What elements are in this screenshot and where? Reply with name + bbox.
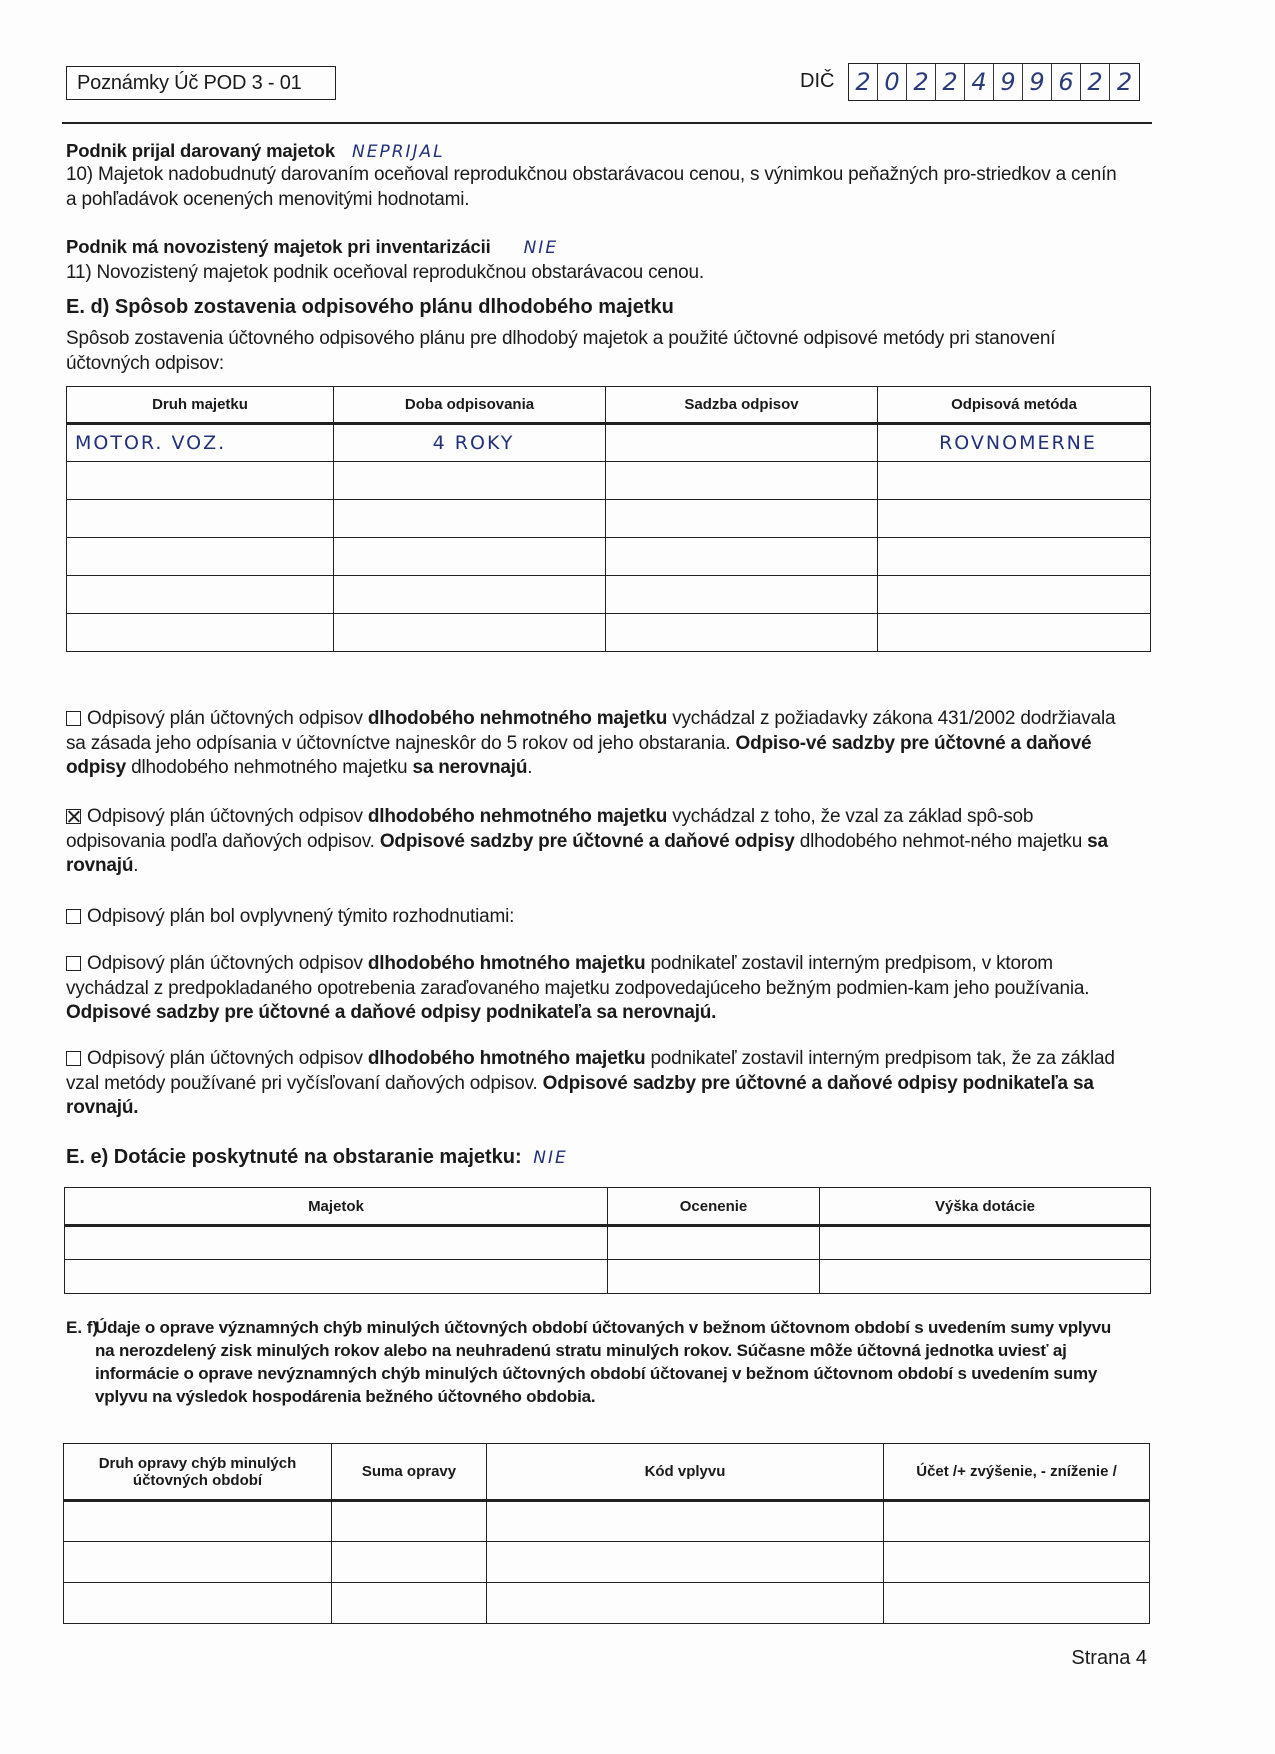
- checkbox-checked[interactable]: [66, 809, 81, 824]
- dic-field[interactable]: [848, 63, 1140, 101]
- table-cell[interactable]: [67, 538, 334, 576]
- table-cell[interactable]: [332, 1501, 487, 1542]
- table-cell[interactable]: [334, 614, 606, 652]
- table-cell[interactable]: [878, 614, 1151, 652]
- column-header: Druh opravy chýb minulých účtovných období: [64, 1444, 332, 1501]
- table-cell[interactable]: [608, 1226, 820, 1260]
- table-cell[interactable]: [878, 538, 1151, 576]
- table-cell[interactable]: [487, 1542, 884, 1583]
- column-header: Ocenenie: [608, 1188, 820, 1226]
- inventory-text: 11) Novozistený majetok podnik oceňoval reprodukčnou obstarávacou cenou.: [66, 262, 704, 283]
- column-header: Odpisová metóda: [878, 387, 1151, 424]
- table-cell[interactable]: [487, 1501, 884, 1542]
- page-number: Strana 4: [1071, 1647, 1147, 1669]
- checkbox-unchecked[interactable]: [66, 956, 81, 971]
- column-header: Výška dotácie: [820, 1188, 1151, 1226]
- option-text: vychádzal z požiadavky zákona 431/2002 dodržiavala sa zásada jeho odpísania v účtovníctve najneskôr do 5 rokov od jeho obstarania.: [66, 708, 1116, 754]
- option-text: dlhodobého hmotného majetku: [367, 953, 646, 974]
- dic-digit-cell[interactable]: 4: [965, 64, 994, 100]
- option-text: vychádzal z toho, že vzal za základ spô-sob odpisovania podľa daňových odpisov.: [66, 806, 1034, 852]
- depreciation-option: [66, 905, 1131, 930]
- table-cell[interactable]: [65, 1260, 608, 1294]
- table-cell[interactable]: [820, 1226, 1151, 1260]
- table-cell[interactable]: ROVNOMERNE: [878, 424, 1151, 462]
- option-text: dlhodobého hmotného majetku: [367, 1048, 646, 1069]
- depreciation-option: [66, 952, 1131, 1026]
- dic-digit-cell[interactable]: 2: [1116, 68, 1133, 96]
- table-row: [67, 538, 1151, 576]
- table-row: [64, 1542, 1150, 1583]
- table-cell[interactable]: [64, 1542, 332, 1583]
- table-cell[interactable]: [606, 538, 878, 576]
- dic-digit-cell[interactable]: 0: [878, 64, 907, 100]
- dic-digit-cell[interactable]: 9: [994, 64, 1023, 100]
- dic-label: DIČ: [800, 70, 835, 92]
- table-cell[interactable]: [884, 1583, 1150, 1624]
- table-cell[interactable]: [606, 424, 878, 462]
- inventory-heading-line: [66, 236, 558, 259]
- column-header: Sadzba odpisov: [606, 387, 878, 424]
- table-cell[interactable]: [64, 1501, 332, 1542]
- option-text: Odpisový plán bol ovplyvnený týmito rozhodnutiami:: [87, 906, 515, 927]
- dic-digit-cell[interactable]: 2: [907, 64, 936, 100]
- table-cell[interactable]: [606, 500, 878, 538]
- option-text: sa rovnajú: [66, 830, 1108, 876]
- option-text: podnikateľ zostavil interným predpisom, v ktorom vychádzal z predpokladaného opotrebenia zaraďovaného majetku zodpovedajúceho bežným podmien-kam jeho používania.: [66, 953, 1090, 999]
- table-row: [65, 1260, 1151, 1294]
- depreciation-option: [66, 707, 1131, 781]
- option-text: Odpisový plán účtovných odpisov: [87, 1048, 368, 1069]
- dic-digit-cell[interactable]: 9: [1023, 64, 1052, 100]
- section-d-intro: Spôsob zostavenia účtovného odpisového plánu pre dlhodobý majetok a použité účtovné odpisové metódy pri stanovení účtovných odpisov:: [66, 328, 1056, 374]
- option-text: .: [527, 757, 533, 778]
- table-cell[interactable]: [67, 500, 334, 538]
- error-correction-table: [63, 1443, 1150, 1624]
- section-e-heading: E. e) Dotácie poskytnuté na obstaranie majetku:: [66, 1146, 522, 1168]
- option-text: Odpisový plán účtovných odpisov: [87, 708, 368, 729]
- column-header: Majetok: [65, 1188, 608, 1226]
- dic-digit-cell[interactable]: 2: [1081, 64, 1110, 100]
- option-text: dlhodobého nehmotného majetku: [126, 757, 413, 778]
- option-text: dlhodobého nehmot-ného majetku: [794, 830, 1088, 852]
- form-code-box: Poznámky Úč POD 3 - 01: [66, 66, 336, 100]
- option-text: dlhodobého nehmotného majetku: [367, 708, 668, 729]
- table-cell[interactable]: 4 ROKY: [334, 424, 606, 462]
- table-cell[interactable]: [608, 1260, 820, 1294]
- table-row: [65, 1226, 1151, 1260]
- table-row: [67, 576, 1151, 614]
- table-cell[interactable]: [334, 538, 606, 576]
- option-text: .: [133, 855, 139, 876]
- column-header: Účet /+ zvýšenie, - zníženie /: [884, 1444, 1150, 1501]
- option-text: sa nerovnajú: [412, 757, 528, 778]
- option-text: Odpisové sadzby pre účtovné a daňové odpisy podnikateľa sa nerovnajú.: [66, 1002, 717, 1023]
- table-cell[interactable]: [878, 576, 1151, 614]
- table-cell[interactable]: [332, 1583, 487, 1624]
- table-cell[interactable]: [67, 614, 334, 652]
- column-header: Doba odpisovania: [334, 387, 606, 424]
- section-f-heading: Údaje o oprave významných chýb minulých účtovných období účtovaných v bežnom účtovnom období s uvedením sumy vplyvu na nerozdelený zisk minulých rokov alebo na neuhradenú stratu minulých rokov. Súčasne môže účtovná jednotka uviesť aj informácie o oprave nevýznamných chýb minulých účtovných období účtovanej v bežnom účtovnom období s uvedením sumy vplyvu na výsledok hospodárenia bežného účtovného obdobia.: [95, 1318, 1112, 1406]
- table-cell[interactable]: [878, 462, 1151, 500]
- option-text: Odpisové sadzby pre účtovné a daňové odpisy: [379, 830, 795, 852]
- header-divider: [62, 122, 1152, 124]
- option-text: Odpisový plán účtovných odpisov: [87, 953, 368, 974]
- table-cell[interactable]: [884, 1501, 1150, 1542]
- option-text: podnikateľ zostavil interným predpisom tak, že za základ vzal metódy používané pri vyčísľovaní daňových odpisov.: [66, 1048, 1115, 1094]
- table-cell[interactable]: [332, 1542, 487, 1583]
- table-cell[interactable]: [334, 462, 606, 500]
- column-header: Druh majetku: [67, 387, 334, 424]
- option-text: Odpisový plán účtovných odpisov: [87, 806, 368, 827]
- table-cell[interactable]: [606, 576, 878, 614]
- option-text: Odpiso-vé sadzby pre účtovné a daňové odpisy: [66, 732, 1092, 778]
- dic-digit-cell[interactable]: 6: [1052, 64, 1081, 100]
- dic-digit-cell[interactable]: 2: [936, 64, 965, 100]
- table-row: [64, 1583, 1150, 1624]
- table-cell[interactable]: [67, 462, 334, 500]
- depreciation-option: [66, 805, 1131, 879]
- table-cell[interactable]: [64, 1583, 332, 1624]
- depreciation-plan-table: [66, 386, 1151, 652]
- inventory-heading: Podnik má novozistený majetok pri inventarizácii: [66, 236, 491, 257]
- table-cell[interactable]: [884, 1542, 1150, 1583]
- table-row: [67, 500, 1151, 538]
- depreciation-option: [66, 1047, 1131, 1121]
- table-cell[interactable]: [334, 576, 606, 614]
- table-row: [67, 424, 1151, 462]
- gift-answer[interactable]: NEPRIJAL: [351, 142, 445, 162]
- column-header: Kód vplyvu: [487, 1444, 884, 1501]
- checkbox-unchecked[interactable]: [66, 909, 81, 924]
- gift-heading-line: [66, 140, 445, 163]
- dic-digit-cell[interactable]: 2: [849, 64, 878, 100]
- column-header: Suma opravy: [332, 1444, 487, 1501]
- subsidy-table: [64, 1187, 1151, 1294]
- gift-heading: Podnik prijal darovaný majetok: [66, 140, 335, 161]
- table-row: [64, 1501, 1150, 1542]
- section-d-heading: E. d) Spôsob zostavenia odpisového plánu dlhodobého majetku: [66, 296, 674, 318]
- section-e-answer[interactable]: NIE: [533, 1148, 568, 1168]
- table-row: [67, 462, 1151, 500]
- table-cell[interactable]: [67, 576, 334, 614]
- option-text: Odpisové sadzby pre účtovné a daňové odpisy podnikateľa sa rovnajú.: [66, 1072, 1094, 1118]
- table-row: [67, 614, 1151, 652]
- table-cell[interactable]: [487, 1583, 884, 1624]
- table-cell[interactable]: MOTOR. VOZ.: [67, 424, 334, 462]
- checkbox-unchecked[interactable]: [66, 1051, 81, 1066]
- table-cell[interactable]: [606, 614, 878, 652]
- gift-text: 10) Majetok nadobudnutý darovaním oceňoval reprodukčnou obstarávacou cenou, s výnimkou peňažných pro-striedkov a cenín a pohľadávok ocenených menovitými hodnotami.: [66, 164, 1117, 210]
- table-cell[interactable]: [65, 1226, 608, 1260]
- table-cell[interactable]: [878, 500, 1151, 538]
- section-e-heading-line: [66, 1146, 568, 1169]
- checkbox-unchecked[interactable]: [66, 711, 81, 726]
- inventory-answer[interactable]: NIE: [523, 238, 559, 258]
- table-cell[interactable]: [606, 462, 878, 500]
- table-cell[interactable]: [334, 500, 606, 538]
- option-text: dlhodobého nehmotného majetku: [367, 806, 668, 827]
- table-cell[interactable]: [820, 1260, 1151, 1294]
- section-f-label: E. f): [66, 1318, 99, 1337]
